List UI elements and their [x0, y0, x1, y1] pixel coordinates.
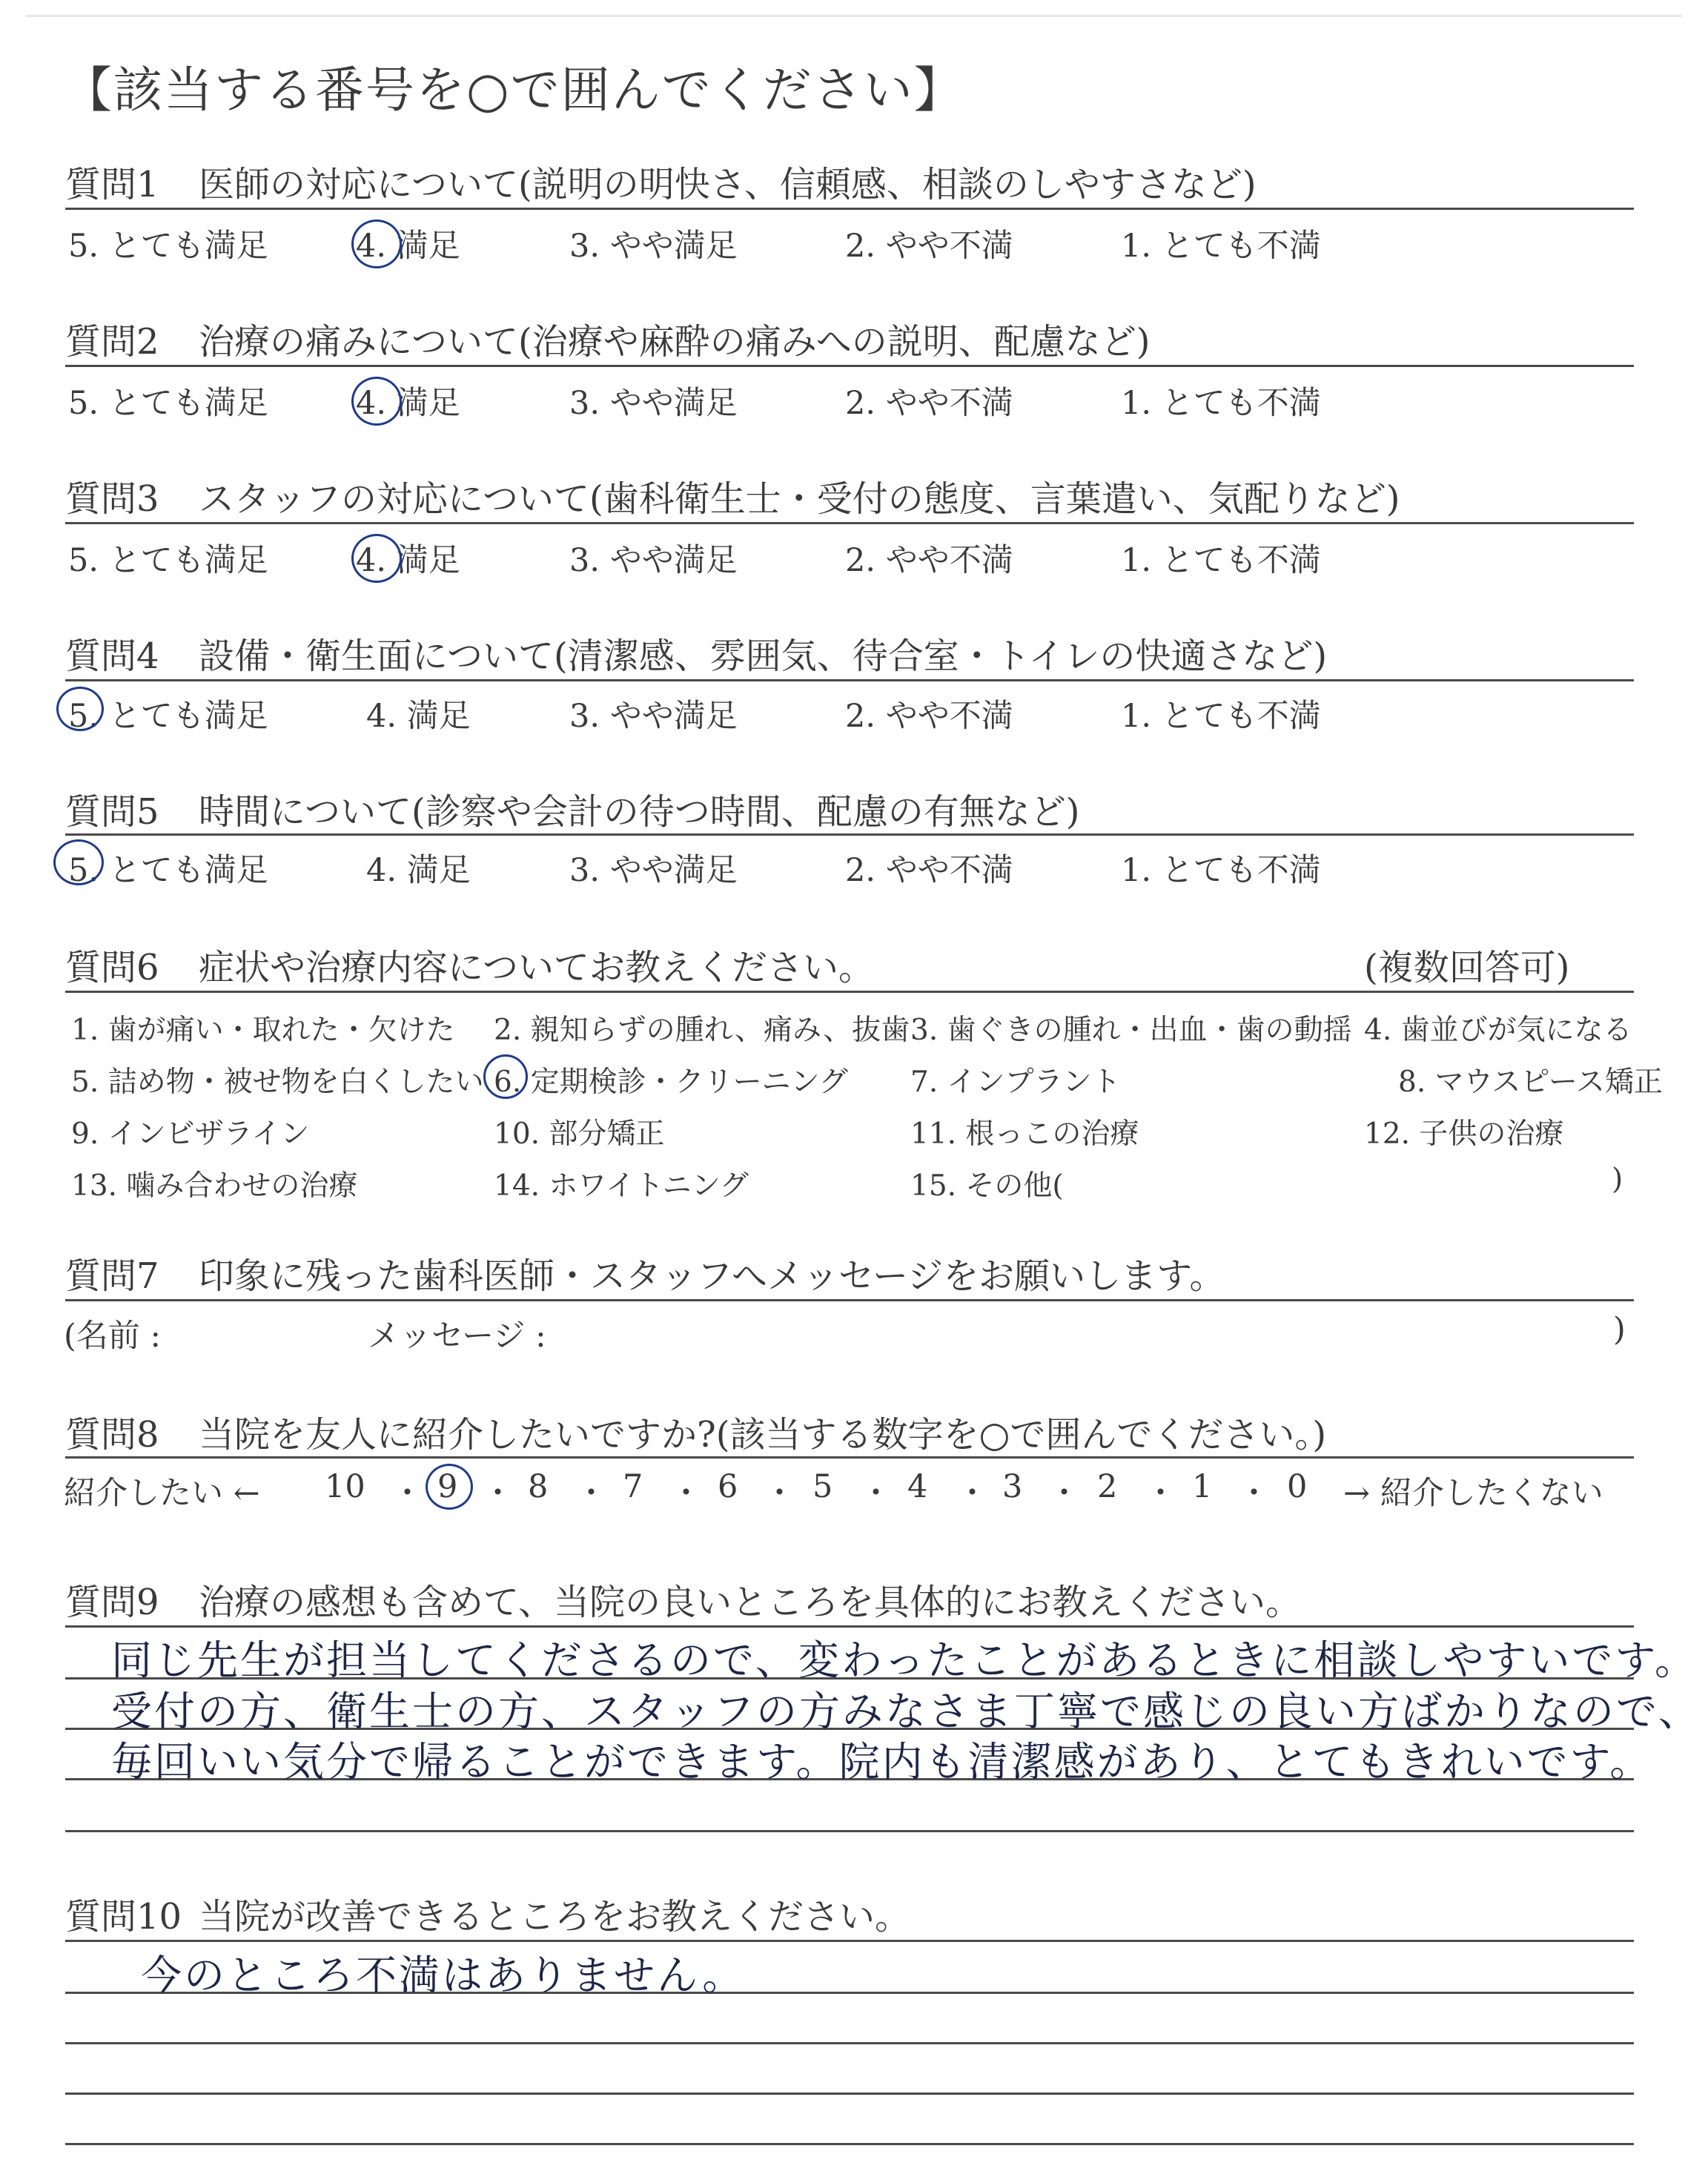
question-7 — [65, 1247, 1225, 1298]
scale-6[interactable]: 6 — [718, 1468, 738, 1505]
q1-option-4[interactable]: 4. 満足 — [356, 228, 460, 265]
question-number: 質問9 — [65, 1582, 159, 1623]
close-paren: ) — [1613, 1311, 1626, 1348]
question-text: 当院を友人に紹介したいですか?(該当する数字を○で囲んでください。) — [199, 1414, 1327, 1456]
rule — [65, 208, 1634, 210]
q2-option-5[interactable]: 5. とても満足 — [68, 385, 268, 422]
question-5 — [65, 783, 1080, 834]
question-number: 質問7 — [65, 1255, 159, 1297]
q6-item-1[interactable]: 1. 歯が痛い・取れた・欠けた — [71, 1014, 455, 1047]
q4-option-1[interactable]: 1. とても不満 — [1121, 698, 1321, 735]
q6-item-9[interactable]: 9. インビザライン — [71, 1117, 310, 1151]
scale-3[interactable]: 3 — [1002, 1468, 1023, 1505]
selection-circle — [351, 377, 402, 426]
q4-option-3[interactable]: 3. やや満足 — [569, 698, 738, 735]
rule — [65, 522, 1634, 524]
q3-option-2[interactable]: 2. やや不満 — [845, 542, 1013, 579]
scale-dot: ・ — [391, 1475, 423, 1512]
q5-option-4[interactable]: 4. 満足 — [366, 852, 471, 889]
top-divider — [26, 15, 1682, 17]
question-text: スタッフの対応について(歯科衛生士・受付の態度、言葉遣い、気配りなど) — [199, 478, 1400, 520]
question-10 — [65, 1888, 910, 1939]
question-9 — [65, 1573, 1301, 1625]
q5-option-3[interactable]: 3. やや満足 — [569, 852, 738, 889]
question-text: 設備・衛生面について(清潔感、雰囲気、待合室・トイレの快適さなど) — [199, 635, 1328, 677]
scale-1[interactable]: 1 — [1192, 1468, 1213, 1505]
q6-item-14[interactable]: 14. ホワイトニング — [494, 1169, 749, 1203]
q6-item-4[interactable]: 4. 歯並びが気になる — [1364, 1014, 1632, 1047]
scale-dot: ・ — [1238, 1475, 1270, 1512]
question-1 — [65, 156, 1257, 207]
scale-dot: ・ — [956, 1475, 988, 1512]
instructions-header: 【該当する番号を○で囲んでください】 — [63, 62, 964, 119]
q2-option-2[interactable]: 2. やや不満 — [845, 385, 1013, 422]
scale-dot: ・ — [482, 1475, 514, 1512]
question-text: 当院が改善できるところをお教えください。 — [199, 1896, 911, 1938]
rule — [65, 365, 1634, 367]
selection-circle — [426, 1464, 473, 1510]
q10-answer-line: 今のところ不満はありません。 — [141, 1952, 746, 1999]
q1-option-3[interactable]: 3. やや満足 — [569, 228, 738, 265]
scale-dot: ・ — [1145, 1475, 1176, 1512]
q6-item-5[interactable]: 5. 詰め物・被せ物を白くしたい — [71, 1066, 484, 1099]
question-text: 治療の感想も含めて、当院の良いところを具体的にお教えください。 — [199, 1582, 1302, 1623]
message-label: メッセージ : — [368, 1318, 546, 1355]
question-number: 質問5 — [65, 791, 159, 833]
selection-circle — [351, 534, 402, 583]
rule — [65, 1940, 1634, 1942]
rule — [65, 1456, 1634, 1459]
name-label: (名前 : — [64, 1318, 161, 1355]
scale-8[interactable]: 8 — [528, 1468, 549, 1505]
q9-answer-line: 同じ先生が担当してくださるので、変わったことがあるときに相談しやすいです。 — [111, 1636, 1698, 1684]
q6-item-11[interactable]: 11. 根っこの治療 — [910, 1117, 1139, 1151]
q3-option-3[interactable]: 3. やや満足 — [569, 542, 738, 579]
scale-dot: ・ — [575, 1475, 607, 1512]
question-3 — [65, 470, 1400, 521]
q4-option-2[interactable]: 2. やや不満 — [845, 698, 1013, 735]
q2-option-3[interactable]: 3. やや満足 — [569, 385, 738, 422]
rule — [65, 2143, 1634, 2145]
question-6 — [65, 939, 874, 990]
question-8 — [65, 1406, 1326, 1457]
question-2 — [65, 313, 1151, 364]
rule — [65, 991, 1634, 993]
scale-7[interactable]: 7 — [623, 1468, 643, 1505]
scale-4[interactable]: 4 — [907, 1468, 928, 1505]
scale-dot: ・ — [764, 1475, 795, 1512]
q3-option-1[interactable]: 1. とても不満 — [1121, 542, 1321, 579]
rule — [65, 1830, 1634, 1832]
selection-circle — [56, 687, 104, 731]
q3-option-4[interactable]: 4. 満足 — [356, 542, 460, 579]
question-number: 質問10 — [65, 1896, 182, 1938]
selection-circle — [53, 839, 104, 885]
multiple-answer-note: (複数回答可) — [1364, 947, 1570, 988]
question-number: 質問2 — [65, 321, 159, 363]
question-text: 治療の痛みについて(治療や麻酔の痛みへの説明、配慮など) — [199, 321, 1151, 363]
scale-5[interactable]: 5 — [812, 1468, 833, 1505]
q2-option-1[interactable]: 1. とても不満 — [1121, 385, 1321, 422]
rule — [65, 2042, 1634, 2044]
q6-item-2[interactable]: 2. 親知らずの腫れ、痛み、抜歯 — [494, 1014, 910, 1047]
question-number: 質問4 — [65, 635, 159, 677]
q1-option-1[interactable]: 1. とても不満 — [1121, 228, 1321, 265]
q4-option-5[interactable]: 5. とても満足 — [68, 698, 268, 735]
selection-circle — [351, 219, 402, 268]
q4-option-4[interactable]: 4. 満足 — [366, 698, 471, 735]
rule — [65, 679, 1634, 681]
q9-answer-line: 毎回いい気分で帰ることができます。院内も清潔感があり、とてもきれいです。 — [111, 1738, 1653, 1786]
q1-option-5[interactable]: 5. とても満足 — [68, 228, 268, 265]
q6-other-close-paren: ) — [1612, 1163, 1623, 1196]
q6-item-13[interactable]: 13. 噛み合わせの治療 — [71, 1169, 358, 1203]
q1-option-2[interactable]: 2. やや不満 — [845, 228, 1013, 265]
q9-answer-line: 受付の方、衛生士の方、スタッフの方みなさま丁寧で感じの良い方ばかりなので、 — [111, 1688, 1701, 1735]
question-text: 印象に残った歯科医師・スタッフへメッセージをお願いします。 — [199, 1255, 1225, 1297]
rule — [65, 1299, 1634, 1301]
scale-0[interactable]: 0 — [1287, 1468, 1308, 1505]
question-number: 質問1 — [65, 164, 159, 205]
recommend-right-label: → 紹介したくない — [1343, 1475, 1603, 1512]
q6-item-8[interactable]: 8. マウスピース矯正 — [1398, 1066, 1663, 1099]
rule — [65, 833, 1634, 836]
q6-item-6[interactable]: 6. 定期検診・クリーニング — [494, 1066, 848, 1099]
q6-item-10[interactable]: 10. 部分矯正 — [494, 1117, 665, 1151]
q5-option-1[interactable]: 1. とても不満 — [1121, 852, 1321, 889]
question-number: 質問8 — [65, 1414, 159, 1456]
scale-dot: ・ — [1048, 1475, 1080, 1512]
scale-10[interactable]: 10 — [325, 1468, 365, 1505]
scale-dot: ・ — [670, 1475, 702, 1512]
recommend-left-label: 紹介したい ← — [64, 1475, 260, 1512]
question-number: 質問6 — [65, 947, 159, 988]
rule — [65, 2093, 1634, 2095]
scale-9[interactable]: 9 — [437, 1468, 458, 1505]
q6-item-3[interactable]: 3. 歯ぐきの腫れ・出血・歯の動揺 — [910, 1014, 1352, 1047]
q6-item-15[interactable]: 15. その他( — [910, 1169, 1064, 1203]
q3-option-5[interactable]: 5. とても満足 — [68, 542, 268, 579]
q5-option-5[interactable]: 5. とても満足 — [68, 852, 268, 889]
selection-circle — [483, 1054, 528, 1099]
question-text: 医師の対応について(説明の明快さ、信頼感、相談のしやすさなど) — [199, 164, 1257, 205]
question-4 — [65, 627, 1327, 678]
q2-option-4[interactable]: 4. 満足 — [356, 385, 460, 422]
question-text: 時間について(診察や会計の待つ時間、配慮の有無など) — [199, 791, 1080, 833]
scale-dot: ・ — [860, 1475, 892, 1512]
q5-option-2[interactable]: 2. やや不満 — [845, 852, 1013, 889]
scale-2[interactable]: 2 — [1097, 1468, 1118, 1505]
question-text: 症状や治療内容についてお教えください。 — [199, 947, 875, 988]
question-number: 質問3 — [65, 478, 159, 520]
q6-item-7[interactable]: 7. インプラント — [910, 1066, 1121, 1099]
q6-item-12[interactable]: 12. 子供の治療 — [1364, 1117, 1564, 1151]
